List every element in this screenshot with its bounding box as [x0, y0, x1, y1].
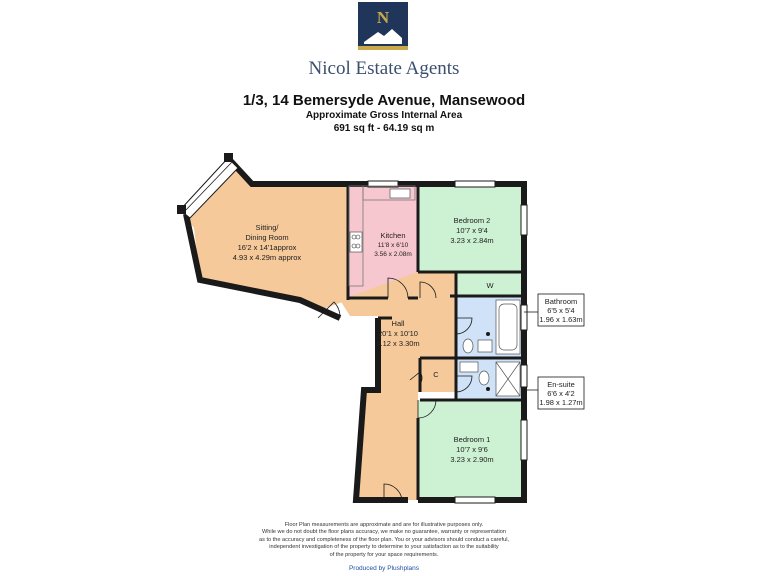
bedroom1-name: Bedroom 1 — [453, 435, 491, 444]
bathroom-callout — [524, 294, 584, 326]
area-value: 691 sq ft - 64.19 sq m — [333, 123, 435, 134]
bedroom2-dim-imperial: 10'7 x 9'4 — [456, 226, 488, 235]
disclaimer-line: as to the accuracy and completeness of the floor plan. You or your advisors should conduct a careful, — [258, 536, 509, 543]
sitting-room-name-2: Dining Room — [245, 233, 289, 242]
disclaimer-line: While we do not doubt the floor plans accuracy, we make no guarantee, warranty or representation — [262, 529, 506, 536]
bedroom2-dim-metric: 3.23 x 2.84m — [450, 236, 494, 245]
wardrobe-label: W — [486, 281, 494, 290]
sitting-room-dim-imperial: 16'2 x 14'1approx — [237, 243, 297, 252]
hall-name: Hall — [391, 319, 405, 328]
ensuite-dim-metric: 1.98 x 1.27m — [539, 398, 583, 407]
produced-by-link[interactable]: Produced by Plushplans — [348, 565, 420, 572]
sitting-room-dim-metric: 4.93 x 4.29m approx — [232, 253, 302, 262]
kitchen-name: Kitchen — [380, 231, 406, 240]
cupboard-area — [422, 358, 456, 392]
bathroom-dim-metric: 1.96 x 1.63m — [539, 315, 583, 324]
ensuite-dim-imperial: 6'6 x 4'2 — [547, 389, 575, 398]
hall-dim-metric: 6.12 x 3.30m — [376, 339, 420, 348]
disclaimer-line: independent investigation of the property to determine to your satisfaction as to the suitability — [269, 544, 499, 551]
bathroom-dim-imperial: 6'5 x 5'4 — [547, 306, 575, 315]
area-subtitle: Approximate Gross Internal Area — [305, 110, 463, 121]
bedroom1-dim-imperial: 10'7 x 9'6 — [456, 445, 488, 454]
disclaimer-line: of the property for your space requirements. — [329, 551, 439, 558]
ensuite-callout — [524, 377, 584, 409]
brand-name: Nicol Estate Agents — [308, 58, 460, 79]
bathroom-name: Bathroom — [544, 297, 578, 306]
bedroom1-dim-metric: 3.23 x 2.90m — [450, 455, 494, 464]
kitchen-dim-metric: 3.56 x 2.08m — [374, 251, 412, 258]
ensuite-name: En-suite — [547, 380, 575, 389]
logo-letter: N — [376, 8, 390, 27]
sitting-room-name-1: Sitting/ — [255, 223, 279, 232]
cupboard-label: C — [433, 370, 439, 379]
hall-dim-imperial: 20'1 x 10'10 — [378, 329, 418, 338]
disclaimer-line: Floor Plan measurements are approximate and are for illustrative purposes only. — [284, 522, 484, 528]
disclaimer — [0, 522, 768, 559]
kitchen-dim-imperial: 11'8 x 6'10 — [377, 242, 409, 249]
bedroom2-name: Bedroom 2 — [453, 216, 491, 225]
property-address: 1/3, 14 Bemersyde Avenue, Mansewood — [242, 92, 526, 109]
